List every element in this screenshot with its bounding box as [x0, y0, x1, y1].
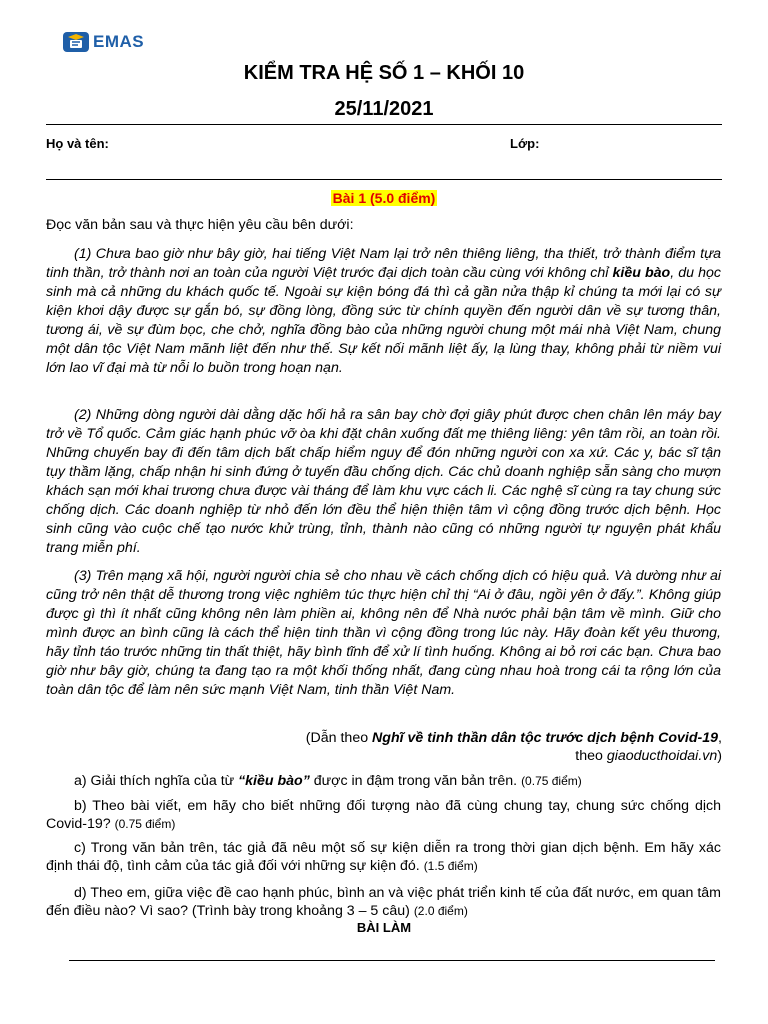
- emas-logo: [62, 28, 144, 56]
- header-divider: [46, 124, 722, 125]
- question-d: d) Theo em, giữa việc đề cao hạnh phúc, bình an và việc phát triển kinh tế của đất nước, em quan tâm đến điều nào? Vì sao? (Trình bày trong khoảng 3 – 5 câu) (2.0 điểm): [46, 885, 721, 919]
- exam-date: 25/11/2021: [334, 98, 434, 120]
- question-b-points: (0.75 điểm): [114, 817, 176, 831]
- exam-title: KIỂM TRA HỆ SỐ 1 – KHỐI 10: [243, 62, 525, 84]
- logo-text: EMAS: [93, 32, 145, 51]
- source-citation: (Dẫn theo Nghĩ về tinh thần dân tộc trước dịch bệnh Covid-19, theo giaoducthoidai.vn): [305, 730, 722, 764]
- question-d-points: (2.0 điểm): [413, 904, 468, 918]
- section-heading: [0, 190, 768, 208]
- kieu-bao-term: kiều bào: [612, 265, 671, 281]
- question-a: a) Giải thích nghĩa của từ “kiều bào” được in đậm trong văn bản trên. (0.75 điểm): [74, 773, 582, 789]
- answer-line: [69, 960, 715, 961]
- instruction-text: Đọc văn bản sau và thực hiện yêu cầu bên dưới:: [46, 217, 354, 233]
- question-b: b) Theo bài viết, em hãy cho biết những đối tượng nào đã cùng chung tay, chung sức chống dịch Covid-19? (0.75 điểm): [46, 798, 721, 832]
- answer-heading: BÀI LÀM: [356, 920, 412, 935]
- question-c: c) Trong văn bản trên, tác giả đã nêu một số sự kiện diễn ra trong thời gian dịch bệnh. Em hãy xác định thái độ, tình cảm của tác giả đối với những sự kiện đó. (1.5 điểm): [46, 840, 721, 874]
- info-divider: [46, 179, 722, 180]
- emas-logo-icon: [62, 29, 90, 55]
- source-title: Nghĩ về tinh thần dân tộc trước dịch bệnh Covid-19: [372, 730, 719, 746]
- passage-paragraph-1: (1) Chưa bao giờ như bây giờ, hai tiếng Việt Nam lại trở nên thiêng liêng, tha thiết, trở thành điểm tựa tinh thần, trở thành nơi an toàn của người Việt trước đại dịch toàn cầu cùng với không chỉ kiều bào, du học sinh mà cả những du khách quốc tế. Ngoài sự kiện bóng đá thì cả gần nửa thập kỉ chúng ta mới lại có sự kiện khơi dậy được sự gắn bó, sự đồng lòng, đồng sức từ chính quyền đến người dân về sự tương thân, tương ái, về sự đùm bọc, che chở, nghĩa đồng bào của những người chung một mái nhà Việt Nam, chung một dân tộc Việt Nam mãnh liệt đến như thế. Sự kết nối mãnh liệt ấy, lạ lùng thay, không phải từ niềm vui lớn lao vĩ đại mà từ nỗi lo buồn trong hoạn nạn.: [46, 246, 721, 376]
- passage-paragraph-3: (3) Trên mạng xã hội, người người chia sẻ cho nhau về cách chống dịch có hiệu quả. Và dường như ai cũng trở nên thật dễ thương trong việc nghiêm túc thực hiện chỉ thị “Ai ở đâu, ngồi yên ở đấy.”. Không giúp được gì thì ít nhất cũng không nên làm phiền ai, không nên để Nhà nước phải bận tâm về mình. Giữ cho mình được an bình cũng là cách thể hiện tinh thần vì cộng đồng trong lúc này. Hãy đoàn kết yêu thương, hãy tỉnh táo trước những tin thất thiệt, hãy bình tĩnh để xử lí tình huống. Không ai bỏ rơi các bạn. Chưa bao giờ như bây giờ, chúng ta đang tạo ra một khối thống nhất, đang cùng nhau hoà trong cái ta rộng lớn của toàn dân tộc để làm nên sức mạnh Việt Nam, tinh thần Việt Nam.: [46, 568, 721, 698]
- source-site: giaoducthoidai.vn: [606, 748, 718, 764]
- section-heading-text: Bài 1 (5.0 điểm): [332, 190, 436, 206]
- question-c-points: (1.5 điểm): [423, 859, 478, 873]
- student-name-label: Họ và tên:: [46, 136, 109, 151]
- passage-paragraph-2: (2) Những dòng người dài dằng dặc hối hả ra sân bay chờ đợi giây phút được chen chân lên máy bay trở về Tổ quốc. Cảm giác hạnh phúc vỡ òa khi đặt chân xuống đất mẹ thiêng liêng: yên tâm rồi, an toàn rồi. Những chuyến bay đi đến tâm dịch bất chấp hiểm nguy để đón những người con xa xứ. Các y, bác sĩ tận tụy thầm lặng, chấp nhận hi sinh đứng ở tuyến đầu chống dịch. Các chủ doanh nghiệp sẵn sàng cho mượn khách sạn mới khai trương chưa được vài tháng để làm khu vực cách li. Các nghệ sĩ cùng ra tay chung sức chống dịch. Các doanh nghiệp từ nhỏ đến lớn đều thể hiện thiện tâm vì cộng đồng trước dịch bệnh. Học sinh cũng vào cuộc chế tạo nước khử trùng, tỉnh, thành nào cũng có những người tự nguyện phát khẩu trang miễn phí.: [46, 407, 721, 556]
- class-label: Lớp:: [510, 136, 540, 151]
- question-a-points: (0.75 điểm): [521, 774, 582, 788]
